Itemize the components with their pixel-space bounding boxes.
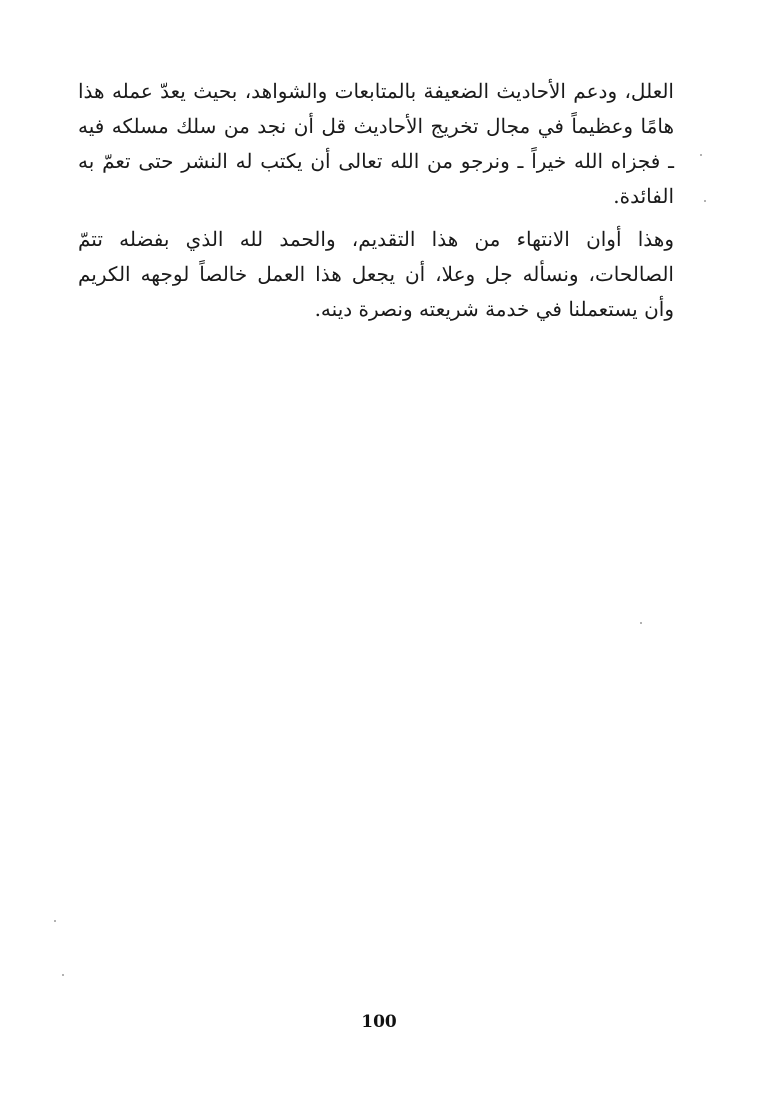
paragraph-2	[78, 222, 674, 327]
paragraph-line: وأن يستعملنا في خدمة شريعته ونصرة دينه.	[314, 297, 674, 321]
paragraph-line: الفائدة.	[613, 184, 674, 208]
paragraph-line: العلل، ودعم الأحاديث الضعيفة بالمتابعات والشواهد، بحيث يعدّ عمله هذا	[78, 79, 674, 103]
paragraph-1	[78, 74, 674, 214]
scan-speck	[640, 622, 642, 624]
scan-speck	[704, 200, 706, 202]
page-number: 100	[361, 1012, 397, 1032]
paragraph-line: ـ فجزاه الله خيراً ـ ونرجو من الله تعالى أن يكتب له النشر حتى تعمّ به	[78, 149, 674, 173]
scan-speck	[62, 974, 64, 976]
scan-speck	[54, 920, 56, 922]
scan-speck	[700, 154, 702, 156]
paragraph-line: الصالحات، ونسأله جل وعلا، أن يجعل هذا العمل خالصاً لوجهه الكريم	[78, 262, 674, 286]
paragraph-line: هامًا وعظيماً في مجال تخريج الأحاديث قل أن نجد من سلك مسلكه فيه	[78, 114, 674, 138]
paragraph-line: وهذا أوان الانتهاء من هذا التقديم، والحمد لله الذي بفضله تتمّ	[78, 227, 674, 251]
